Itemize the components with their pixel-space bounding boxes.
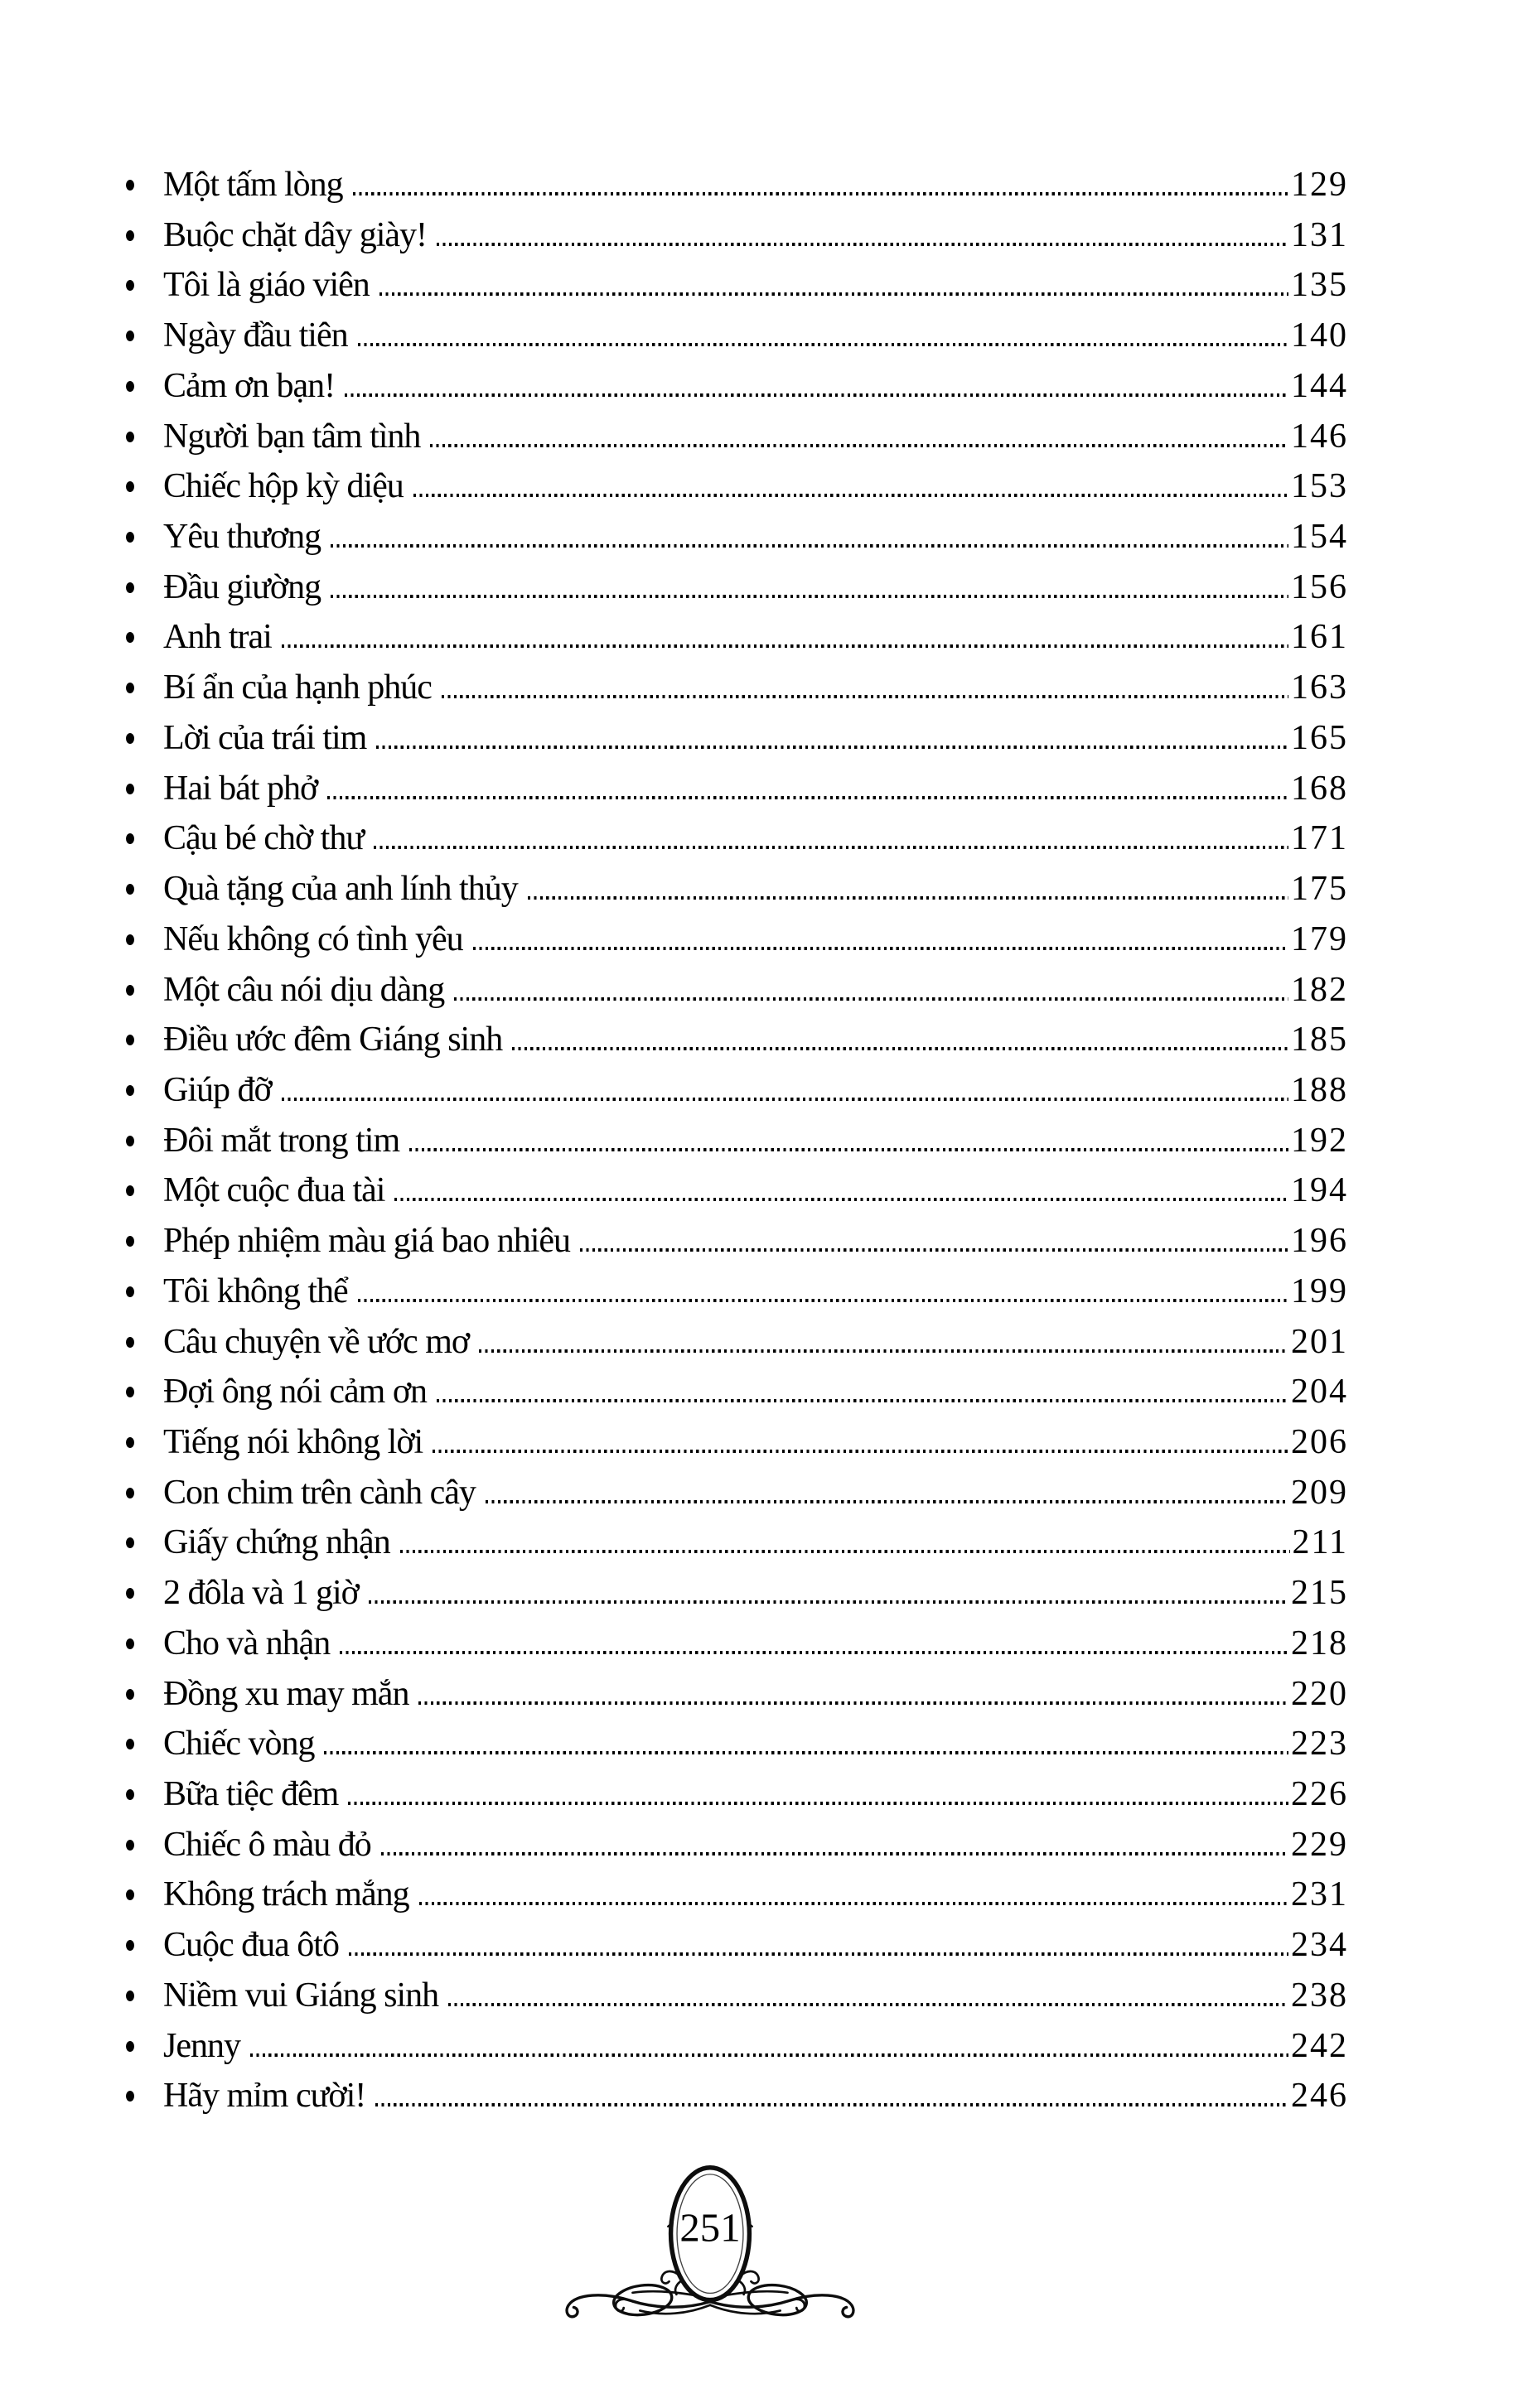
toc-entry-title: Lời của trái tim bbox=[163, 718, 367, 757]
bullet-cell bbox=[126, 1537, 163, 1557]
toc-row bbox=[126, 864, 1348, 914]
bullet-cell bbox=[126, 1840, 163, 1860]
toc-entry-page-number: 154 bbox=[1291, 518, 1348, 557]
bullet-icon bbox=[126, 180, 134, 191]
toc-row bbox=[126, 1417, 1348, 1468]
toc-entry-page-number: 165 bbox=[1291, 718, 1348, 757]
bullet-icon bbox=[126, 1889, 134, 1900]
bullet-icon bbox=[126, 582, 134, 593]
toc-entry-page-number: 194 bbox=[1291, 1171, 1348, 1210]
bullet-cell bbox=[126, 1638, 163, 1658]
toc-entry-title: Đôi mắt trong tim bbox=[163, 1121, 400, 1160]
bullet-icon bbox=[126, 884, 134, 895]
bullet-cell bbox=[126, 1940, 163, 1960]
toc-entry-page-number: 135 bbox=[1291, 266, 1348, 305]
toc-entry-title: Đồng xu may mắn bbox=[163, 1674, 409, 1713]
dotted-leader bbox=[442, 695, 1288, 698]
toc-entry-title: Điều ước đêm Giáng sinh bbox=[163, 1021, 503, 1059]
dotted-leader bbox=[374, 846, 1288, 849]
toc-entry-page-number: 168 bbox=[1291, 769, 1348, 808]
toc-row bbox=[126, 461, 1348, 512]
toc-row bbox=[126, 1820, 1348, 1870]
toc-entry-title: Một tấm lòng bbox=[163, 166, 343, 204]
toc-entry-page-number: 175 bbox=[1291, 870, 1348, 909]
toc-row bbox=[126, 1468, 1348, 1518]
bullet-cell bbox=[126, 1236, 163, 1256]
bullet-icon bbox=[126, 1940, 134, 1951]
bullet-icon bbox=[126, 481, 134, 492]
dotted-leader bbox=[345, 393, 1288, 397]
toc-row bbox=[126, 1317, 1348, 1368]
bullet-cell bbox=[126, 884, 163, 904]
toc-entry-title: Anh trai bbox=[163, 618, 272, 657]
toc-entry-title: Giúp đỡ bbox=[163, 1070, 272, 1109]
bullet-cell bbox=[126, 582, 163, 602]
bullet-cell bbox=[126, 1286, 163, 1306]
toc-entry-title: Chiếc hộp kỳ diệu bbox=[163, 467, 404, 506]
toc-entry-title: Đợi ông nói cảm ơn bbox=[163, 1373, 428, 1412]
toc-row bbox=[126, 612, 1348, 663]
dotted-leader bbox=[282, 644, 1288, 648]
dotted-leader bbox=[327, 796, 1288, 799]
bullet-cell bbox=[126, 1387, 163, 1407]
toc-entry-page-number: 199 bbox=[1291, 1272, 1348, 1310]
toc-entry-title: Giấy chứng nhận bbox=[163, 1523, 390, 1562]
toc-entry-page-number: 192 bbox=[1291, 1121, 1348, 1160]
dotted-leader bbox=[381, 1852, 1288, 1855]
dotted-leader bbox=[324, 1751, 1288, 1754]
toc-row bbox=[126, 764, 1348, 814]
bullet-cell bbox=[126, 985, 163, 1005]
toc-entry-page-number: 246 bbox=[1291, 2077, 1348, 2116]
bullet-cell bbox=[126, 280, 163, 300]
toc-entry-title: Nếu không có tình yêu bbox=[163, 919, 463, 958]
toc-row bbox=[126, 1165, 1348, 1216]
toc-entry-page-number: 242 bbox=[1291, 2026, 1348, 2065]
bullet-cell bbox=[126, 1337, 163, 1357]
toc-entry-title: Một cuộc đua tài bbox=[163, 1171, 385, 1210]
toc-row bbox=[126, 1971, 1348, 2021]
bullet-cell bbox=[126, 934, 163, 954]
dotted-leader bbox=[400, 1550, 1290, 1553]
toc-entry-page-number: 171 bbox=[1291, 819, 1348, 858]
bullet-cell bbox=[126, 1889, 163, 1909]
toc-entry-title: Quà tặng của anh lính thủy bbox=[163, 870, 518, 909]
toc-entry-page-number: 234 bbox=[1291, 1926, 1348, 1965]
toc-entry-page-number: 131 bbox=[1291, 215, 1348, 254]
bullet-icon bbox=[126, 632, 134, 643]
dotted-leader bbox=[348, 1802, 1288, 1805]
toc-entry-page-number: 185 bbox=[1291, 1021, 1348, 1059]
toc-entry-title: Câu chuyện về ước mơ bbox=[163, 1322, 470, 1361]
toc-entry-page-number: 211 bbox=[1292, 1523, 1348, 1562]
bullet-icon bbox=[126, 532, 134, 543]
bullet-icon bbox=[126, 2041, 134, 2052]
bullet-cell bbox=[126, 1035, 163, 1054]
bullet-cell bbox=[126, 532, 163, 552]
toc-entry-title: 2 đôla và 1 giờ bbox=[163, 1574, 359, 1613]
toc-entry-title: Một câu nói dịu dàng bbox=[163, 970, 445, 1009]
dotted-leader bbox=[375, 2103, 1288, 2106]
toc-row bbox=[126, 1619, 1348, 1669]
footer-ornament-graphic bbox=[536, 2164, 884, 2338]
toc-row bbox=[126, 311, 1348, 361]
bullet-cell bbox=[126, 2041, 163, 2061]
toc-row bbox=[126, 1669, 1348, 1720]
bullet-cell bbox=[126, 180, 163, 200]
bullet-icon bbox=[126, 331, 134, 341]
bullet-cell bbox=[126, 784, 163, 803]
bullet-cell bbox=[126, 1488, 163, 1508]
dotted-leader bbox=[409, 1148, 1288, 1151]
toc-row bbox=[126, 1870, 1348, 1920]
bullet-cell bbox=[126, 481, 163, 501]
toc-entry-page-number: 140 bbox=[1291, 316, 1348, 355]
toc-entry-title: Jenny bbox=[163, 2026, 240, 2065]
toc-row bbox=[126, 1920, 1348, 1971]
bullet-icon bbox=[126, 985, 134, 996]
toc-row bbox=[126, 1769, 1348, 1820]
toc-entry-title: Chiếc ô màu đỏ bbox=[163, 1825, 371, 1864]
toc-entry-page-number: 206 bbox=[1291, 1422, 1348, 1461]
dotted-leader bbox=[454, 997, 1288, 1001]
bullet-icon bbox=[126, 1789, 134, 1800]
bullet-cell bbox=[126, 833, 163, 853]
dotted-leader bbox=[358, 343, 1288, 346]
toc-row bbox=[126, 1216, 1348, 1267]
bullet-icon bbox=[126, 934, 134, 945]
bullet-icon bbox=[126, 683, 134, 693]
toc-row bbox=[126, 1116, 1348, 1166]
toc-entry-title: Bữa tiệc đêm bbox=[163, 1775, 339, 1813]
toc-entry-title: Người bạn tâm tình bbox=[163, 417, 421, 456]
bullet-cell bbox=[126, 1437, 163, 1457]
bullet-icon bbox=[126, 280, 134, 291]
toc-row bbox=[126, 1719, 1348, 1769]
toc-entry-title: Cuộc đua ôtô bbox=[163, 1926, 339, 1965]
bullet-icon bbox=[126, 1085, 134, 1096]
bullet-icon bbox=[126, 1588, 134, 1599]
toc-row bbox=[126, 1568, 1348, 1619]
bullet-icon bbox=[126, 381, 134, 392]
toc-entry-title: Yêu thương bbox=[163, 518, 321, 557]
bullet-icon bbox=[126, 833, 134, 844]
toc-entry-title: Tôi không thể bbox=[163, 1272, 348, 1310]
toc-row bbox=[126, 1367, 1348, 1417]
toc-entry-page-number: 226 bbox=[1291, 1775, 1348, 1813]
bullet-cell bbox=[126, 1085, 163, 1105]
bullet-icon bbox=[126, 432, 134, 442]
toc-entry-page-number: 163 bbox=[1291, 668, 1348, 707]
dotted-leader bbox=[340, 1651, 1288, 1654]
toc-row bbox=[126, 1065, 1348, 1116]
toc-entry-page-number: 218 bbox=[1291, 1624, 1348, 1662]
toc-entry-page-number: 156 bbox=[1291, 567, 1348, 606]
dotted-leader bbox=[358, 1299, 1288, 1302]
bullet-icon bbox=[126, 1337, 134, 1348]
bullet-cell bbox=[126, 1739, 163, 1759]
dotted-leader bbox=[528, 896, 1288, 900]
dotted-leader bbox=[419, 1902, 1288, 1905]
bullet-cell bbox=[126, 1991, 163, 2010]
toc-row bbox=[126, 2071, 1348, 2121]
toc-entry-page-number: 231 bbox=[1291, 1875, 1348, 1914]
toc-entry-page-number: 196 bbox=[1291, 1222, 1348, 1261]
toc-entry-title: Tôi là giáo viên bbox=[163, 266, 370, 305]
toc-entry-page-number: 209 bbox=[1291, 1473, 1348, 1512]
toc-entry-title: Niềm vui Giáng sinh bbox=[163, 1976, 439, 2015]
toc-entry-title: Cảm ơn bạn! bbox=[163, 366, 336, 405]
bullet-icon bbox=[126, 1689, 134, 1700]
toc-entry-page-number: 153 bbox=[1291, 467, 1348, 506]
bullet-icon bbox=[126, 1286, 134, 1297]
bullet-cell bbox=[126, 331, 163, 350]
toc-entry-title: Cậu bé chờ thư bbox=[163, 819, 365, 858]
bullet-icon bbox=[126, 733, 134, 744]
toc-row bbox=[126, 965, 1348, 1016]
toc-entry-title: Con chim trên cành cây bbox=[163, 1473, 476, 1512]
toc-row bbox=[126, 210, 1348, 261]
toc-row bbox=[126, 1267, 1348, 1317]
bullet-cell bbox=[126, 733, 163, 753]
bullet-icon bbox=[126, 1991, 134, 2001]
dotted-leader bbox=[433, 1450, 1288, 1453]
bullet-icon bbox=[126, 1185, 134, 1196]
toc-entry-page-number: 182 bbox=[1291, 970, 1348, 1009]
dotted-leader bbox=[331, 544, 1288, 548]
toc-entry-title: Tiếng nói không lời bbox=[163, 1422, 423, 1461]
bullet-cell bbox=[126, 1185, 163, 1205]
dotted-leader bbox=[418, 1701, 1288, 1705]
bullet-icon bbox=[126, 1488, 134, 1498]
toc-entry-title: Hãy mỉm cười! bbox=[163, 2077, 366, 2116]
toc-entry-page-number: 201 bbox=[1291, 1322, 1348, 1361]
toc-entry-title: Đầu giường bbox=[163, 567, 321, 606]
toc-entry-page-number: 215 bbox=[1291, 1574, 1348, 1613]
dotted-leader bbox=[353, 192, 1288, 195]
dotted-leader bbox=[486, 1500, 1288, 1503]
toc-entry-title: Không trách mắng bbox=[163, 1875, 409, 1914]
toc-entry-page-number: 220 bbox=[1291, 1674, 1348, 1713]
toc-entry-page-number: 161 bbox=[1291, 618, 1348, 657]
toc-entry-title: Chiếc vòng bbox=[163, 1725, 315, 1764]
dotted-leader bbox=[473, 947, 1288, 950]
toc-row bbox=[126, 914, 1348, 965]
dotted-leader bbox=[394, 1198, 1288, 1201]
bullet-icon bbox=[126, 1035, 134, 1045]
toc-entry-title: Cho và nhận bbox=[163, 1624, 331, 1662]
dotted-leader bbox=[437, 1399, 1288, 1402]
dotted-leader bbox=[580, 1248, 1288, 1252]
footer-page-number: 251 bbox=[679, 2205, 741, 2251]
dotted-leader bbox=[282, 1098, 1288, 1101]
bullet-icon bbox=[126, 2091, 134, 2102]
toc-row bbox=[126, 160, 1348, 210]
toc-entry-title: Hai bát phở bbox=[163, 769, 318, 808]
bullet-cell bbox=[126, 1789, 163, 1809]
toc-row bbox=[126, 713, 1348, 764]
toc-row bbox=[126, 1518, 1348, 1568]
toc-entry-page-number: 144 bbox=[1291, 366, 1348, 405]
toc-entry-page-number: 129 bbox=[1291, 166, 1348, 204]
bullet-icon bbox=[126, 230, 134, 241]
bullet-cell bbox=[126, 632, 163, 652]
dotted-leader bbox=[369, 1600, 1288, 1604]
bullet-cell bbox=[126, 1136, 163, 1156]
dotted-leader bbox=[250, 2053, 1288, 2057]
toc-entry-page-number: 179 bbox=[1291, 919, 1348, 958]
toc-row bbox=[126, 2021, 1348, 2072]
toc-list bbox=[126, 160, 1348, 2121]
toc-entry-title: Buộc chặt dây giày! bbox=[163, 215, 428, 254]
toc-row bbox=[126, 663, 1348, 713]
toc-row bbox=[126, 512, 1348, 562]
bullet-cell bbox=[126, 381, 163, 401]
bullet-cell bbox=[126, 683, 163, 702]
toc-entry-page-number: 223 bbox=[1291, 1725, 1348, 1764]
toc-entry-page-number: 146 bbox=[1291, 417, 1348, 456]
bullet-cell bbox=[126, 2091, 163, 2111]
bullet-icon bbox=[126, 1638, 134, 1649]
toc-entry-page-number: 188 bbox=[1291, 1070, 1348, 1109]
bullet-icon bbox=[126, 1840, 134, 1851]
bullet-cell bbox=[126, 230, 163, 250]
toc-row bbox=[126, 562, 1348, 613]
bullet-cell bbox=[126, 1588, 163, 1608]
dotted-leader bbox=[379, 292, 1288, 296]
toc-entry-page-number: 204 bbox=[1291, 1373, 1348, 1412]
toc-entry-page-number: 238 bbox=[1291, 1976, 1348, 2015]
bullet-icon bbox=[126, 1136, 134, 1146]
footer-ornament bbox=[536, 2164, 884, 2338]
bullet-icon bbox=[126, 1739, 134, 1749]
dotted-leader bbox=[430, 444, 1288, 447]
dotted-leader bbox=[437, 243, 1288, 246]
bullet-icon bbox=[126, 1537, 134, 1548]
toc-row bbox=[126, 412, 1348, 462]
bullet-icon bbox=[126, 784, 134, 794]
toc-entry-title: Phép nhiệm màu giá bao nhiêu bbox=[163, 1222, 571, 1261]
toc-row bbox=[126, 260, 1348, 311]
bullet-cell bbox=[126, 1689, 163, 1709]
toc-entry-page-number: 229 bbox=[1291, 1825, 1348, 1864]
dotted-leader bbox=[413, 494, 1288, 497]
bullet-icon bbox=[126, 1236, 134, 1247]
toc-entry-title: Bí ẩn của hạnh phúc bbox=[163, 668, 432, 707]
dotted-leader bbox=[512, 1047, 1288, 1050]
toc-row bbox=[126, 1015, 1348, 1065]
dotted-leader bbox=[349, 1952, 1288, 1956]
dotted-leader bbox=[479, 1349, 1288, 1353]
bullet-icon bbox=[126, 1387, 134, 1397]
bullet-cell bbox=[126, 432, 163, 451]
dotted-leader bbox=[376, 746, 1288, 749]
toc-row bbox=[126, 361, 1348, 412]
dotted-leader bbox=[331, 595, 1288, 598]
toc-row bbox=[126, 813, 1348, 864]
bullet-icon bbox=[126, 1437, 134, 1448]
toc-entry-title: Ngày đầu tiên bbox=[163, 316, 348, 355]
dotted-leader bbox=[448, 2003, 1288, 2006]
